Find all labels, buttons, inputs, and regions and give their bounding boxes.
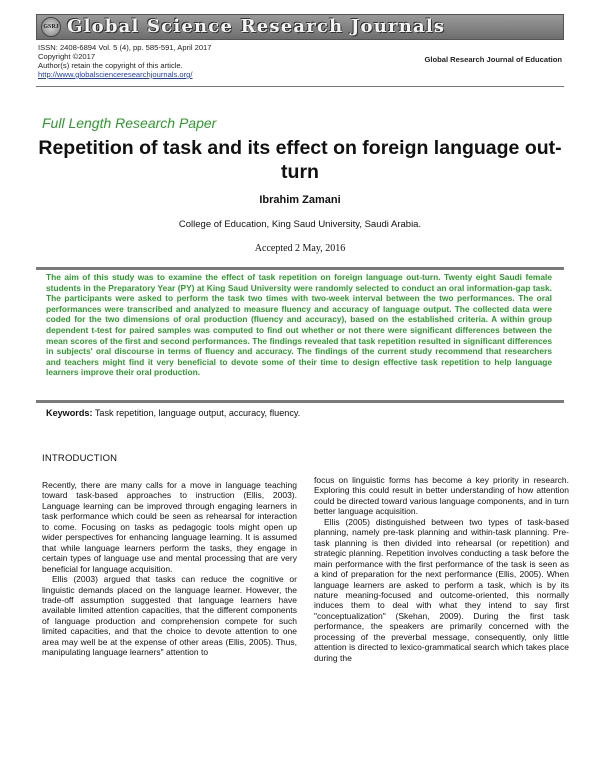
keywords [46, 408, 556, 419]
keywords-label: Keywords: [46, 408, 93, 418]
paragraph: focus on linguistic forms has become a key priority in research. Exploring this could result in better understanding of how attention could be directed toward various language components, and in turn better language acquisition. [314, 475, 569, 517]
author-affiliation: College of Education, King Saud University, Saudi Arabia. [178, 219, 422, 230]
abstract-text: The aim of this study was to examine the effect of task repetition on foreign language out-turn. Twenty eight Saudi female students in the Preparatory Year (PY) at King Saud University were randomly selected to conduct an oral information-gap task. The participants were asked to perform the task two times with two-week interval between the two performances. The oral performances were transcribed and analyzed to measure fluency and accuracy of language output. The collected data were coded for the two dimensions of oral production (fluency and accuracy), based on the established criteria. A within group dependent t-test for paired samples was computed to find out whether or not there were significant differences between the mean scores of the first and second performances. The findings revealed that task repetition resulted in significant differences in subjects' oral discourse in terms of fluency and accuracy. The findings of the current study recommend that researchers and teachers might find it very beneficial to devote some of their time to design effective task repetition to help language learners improve their oral production. [46, 272, 552, 378]
author-name: Ibrahim Zamani [259, 194, 341, 206]
journal-url-link[interactable]: http://www.globalscienceresearchjournals.org/ [38, 70, 193, 79]
copyright-line: Copyright ©2017 [38, 52, 96, 61]
paragraph: Ellis (2005) distinguished between two types of task-based planning, namely pre-task planning and within-task planning. Pre-task planning is then divided into rehearsal (or repetition) and strategic planning. Repetition involves conducting a task before the main performance with the first performance of the task is seen as a kind of preparation for the next performance (Ellis, 2005). When language learners are asked to perform a task, which is by its nature meaning-focused and outcome-oriented, this normally induces them to deal with what they intend to say first "conceptualization" (Skehan, 2009). During the first task performance, the speakers are primarily concerned with the processing of the preverbal message, consequently, only little attention is directed to lexico-grammatical search which takes place during the [314, 516, 569, 663]
abstract-top-rule [36, 267, 564, 270]
issn-line: ISSN: 2408-6894 Vol. 5 (4), pp. 585-591, April 2017 [38, 43, 212, 52]
paper-type: Full Length Research Paper [42, 115, 217, 131]
abstract-bottom-rule [36, 400, 564, 403]
banner-title: Global Science Research Journals [67, 16, 446, 37]
keywords-text: Task repetition, language output, accuracy, fluency. [94, 408, 301, 418]
publication-meta [38, 43, 212, 79]
accepted-date: Accepted 2 May, 2016 [254, 243, 346, 254]
section-heading: INTRODUCTION [42, 453, 118, 464]
paragraph: Recently, there are many calls for a move in language teaching toward task-based approaches to instruction (Ellis, 2003). Language learning can be improved through engaging learners in task performance which could be seen as rehearsal for interaction to come. Focusing on tasks as pedagogic tools might open up wider perspectives for enhancing language learning. It is assumed that while language learners perform the tasks, they engage in certain types of language use and mental processing that are very beneficial for language acquisition. [42, 480, 297, 574]
body-column-right [314, 475, 569, 663]
body-column-left [42, 480, 297, 658]
header-divider [36, 86, 564, 87]
journal-name: Global Research Journal of Education [424, 55, 562, 64]
journal-logo: GSRJ [41, 17, 61, 37]
paragraph: Ellis (2003) argued that tasks can reduce the cognitive or linguistic demands placed on the language learner. However, the trade-off assumption suggested that language learners have available limited attention capacities, that the different components of language production and comprehension compete for such limited capacities, and that the choice to devote attention to one area may well be at the expense of other areas (Ellis, 2005). Thus, manipulating language learners" attention to [42, 574, 297, 658]
paper-title: Repetition of task and its effect on foreign language out-turn [38, 137, 562, 183]
rights-line: Author(s) retain the copyright of this article. [38, 61, 183, 70]
journal-banner [36, 14, 564, 40]
